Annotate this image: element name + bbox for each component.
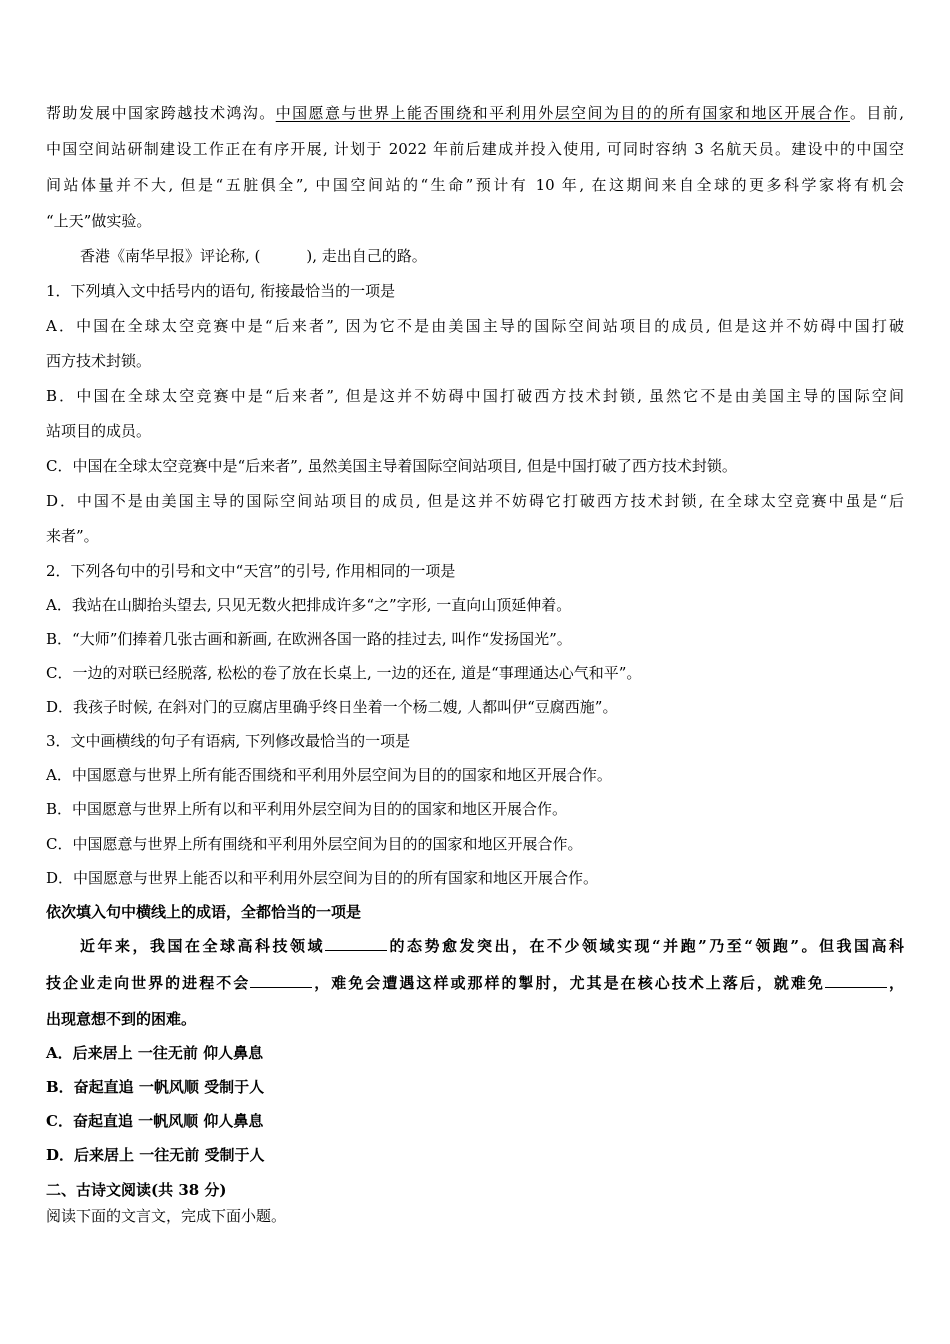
passage-line-2: 中国空间站研制建设工作正在有序开展, 计划于 2022 年前后建成并投入使用, 可同时容纳 3 名航天员。建设中的中国空 [46, 140, 904, 158]
q1-option-a: A．中国在全球太空竞赛中是“后来者”, 因为它不是由美国主导的国际空间站项目的成员, 但是这并不妨碍中国打破 [46, 317, 904, 335]
q4-text: ，难免会遭遇这样或那样的掣肘，尤其是在核心技术上落后，就难免 [312, 974, 825, 992]
passage-text: 帮助发展中国家跨越技术鸿沟。 [46, 104, 276, 122]
q1-option-b: B．中国在全球太空竞赛中是“后来者”, 但是这并不妨碍中国打破西方技术封锁, 虽然它不是由美国主导的国际空间 [46, 387, 904, 405]
q2-option-c: C．一边的对联已经脱落, 松松的卷了放在长桌上, 一边的还在, 道是“事理通达心气和平”。 [46, 664, 642, 682]
q3-option-a: A．中国愿意与世界上所有能否围绕和平利用外层空间为目的的国家和地区开展合作。 [46, 766, 612, 784]
fill-blank-2 [250, 973, 312, 988]
q1-option-a-cont: 西方技术封锁。 [46, 352, 152, 370]
passage-line-4: “上天”做实验。 [46, 212, 152, 230]
q4-text: 近年来，我国在全球高科技领域 [80, 937, 325, 955]
q4-option-d: D．后来居上 一往无前 受制于人 [46, 1146, 265, 1164]
q1-stem: 1．下列填入文中括号内的语句, 衔接最恰当的一项是 [46, 282, 396, 300]
q4-option-a: A．后来居上 一往无前 仰人鼻息 [46, 1044, 264, 1062]
q2-option-a: A．我站在山脚抬头望去, 只见无数火把排成许多“之”字形, 一直向山顶延伸着。 [46, 596, 572, 614]
q4-option-c: C．奋起直追 一帆风顺 仰人鼻息 [46, 1112, 264, 1130]
underlined-sentence: 中国愿意与世界上能否围绕和平利用外层空间为目的的所有国家和地区开展合作 [275, 104, 850, 122]
q1-option-d-cont: 来者”。 [46, 527, 99, 545]
q4-passage-line-1 [80, 936, 904, 956]
fill-blank-3 [825, 973, 887, 988]
q3-stem: 3．文中画横线的句子有语病, 下列修改最恰当的一项是 [46, 732, 411, 750]
section-2-title: 二、古诗文阅读(共 38 分) [46, 1181, 227, 1199]
q3-option-c: C．中国愿意与世界上所有围绕和平利用外层空间为目的的国家和地区开展合作。 [46, 835, 583, 853]
passage-text: 。目前, [849, 104, 904, 122]
q4-option-b: B．奋起直追 一帆风顺 受制于人 [46, 1078, 265, 1096]
q1-option-d: D．中国不是由美国主导的国际空间站项目的成员, 但是这并不妨碍它打破西方技术封锁, 在全球太空竞赛中虽是“后 [46, 492, 904, 510]
q1-option-c: C．中国在全球太空竞赛中是“后来者”, 虽然美国主导着国际空间站项目, 但是中国打破了西方技术封锁。 [46, 457, 737, 475]
q4-passage-line-2 [46, 973, 904, 993]
q2-stem: 2．下列各句中的引号和文中“天宫”的引号, 作用相同的一项是 [46, 562, 456, 580]
passage-text: 香港《南华早报》评论称, ( [80, 247, 261, 265]
q3-option-d: D．中国愿意与世界上能否以和平利用外层空间为目的的所有国家和地区开展合作。 [46, 869, 599, 887]
q3-option-b: B．中国愿意与世界上所有以和平利用外层空间为目的的国家和地区开展合作。 [46, 800, 568, 818]
q2-option-d: D．我孩子时候, 在斜对门的豆腐店里确乎终日坐着一个杨二嫂, 人都叫伊“豆腐西施”。 [46, 698, 618, 716]
q4-stem: 依次填入句中横线上的成语，全都恰当的一项是 [46, 903, 362, 921]
q2-option-b: B．“大师”们捧着几张古画和新画, 在欧洲各国一路的挂过去, 叫作“发扬国光”。 [46, 630, 572, 648]
q4-text: 的态势愈发突出，在不少领域实现“并跑”乃至“领跑”。但我国高科 [387, 937, 904, 955]
q4-passage-line-3: 出现意想不到的困难。 [46, 1010, 197, 1028]
passage-line-3: 间站体量并不大, 但是“五脏俱全”, 中国空间站的“生命”预计有 10 年, 在这期间来自全球的更多科学家将有机会 [46, 176, 904, 194]
passage-text: ), 走出自己的路。 [306, 247, 427, 265]
q4-text: ， [886, 974, 904, 992]
passage-paragraph-2 [80, 246, 427, 266]
section-2-instruction: 阅读下面的文言文，完成下面小题。 [46, 1207, 287, 1225]
q4-text: 技企业走向世界的进程不会 [46, 974, 251, 992]
fill-blank-1 [325, 936, 387, 951]
q1-option-b-cont: 站项目的成员。 [46, 422, 152, 440]
passage-line-1 [46, 103, 904, 123]
